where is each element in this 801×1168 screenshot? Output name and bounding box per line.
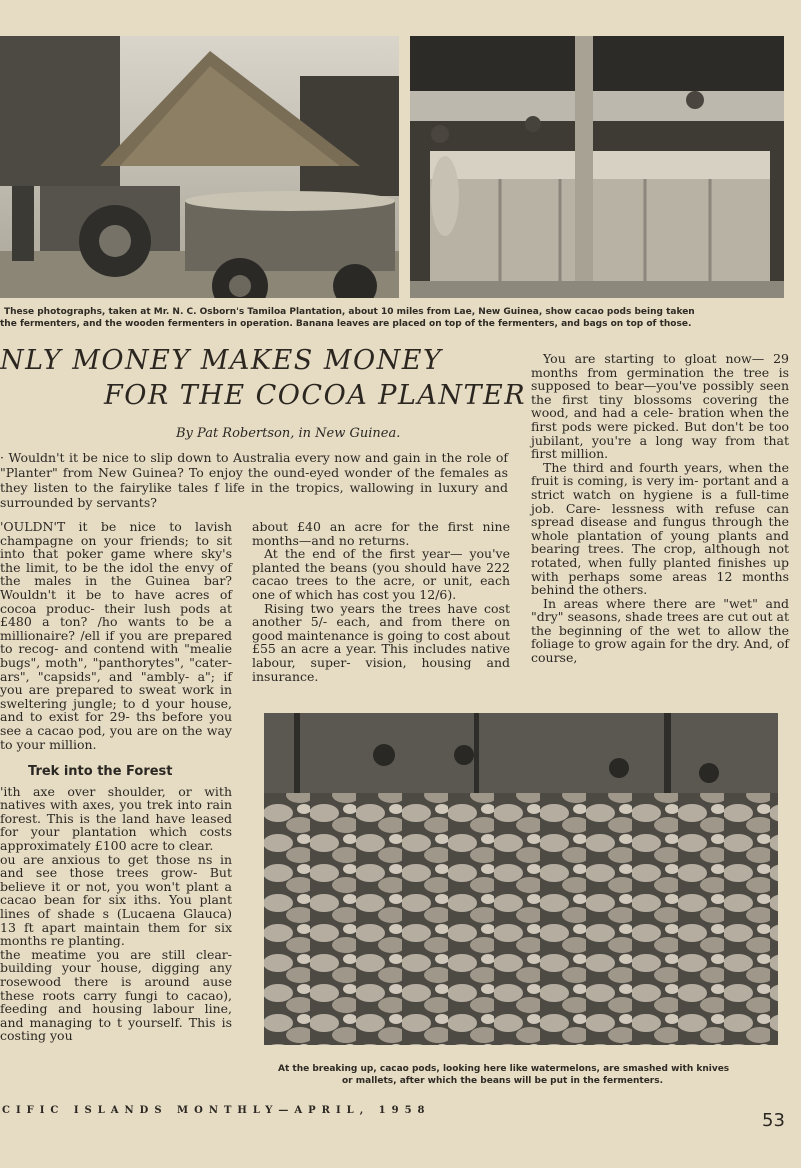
col3-paragraph-1: You are starting to gloat now— 29 months from germination the tree is supposed to bear—you've possibly seen the first tiny blossoms covering the wood, and had a cele- bration when the first pods were picked. But don't be too jubilant, you're a long way from that first million. [531,351,789,462]
col2-paragraph-3: Rising two years the trees have cost another 5/- each, and from there on good maintenance is going to cost about £55 an acre a year. This includes native labour, super- vision, housing and insurance. [252,600,510,684]
top-caption-line-1: These photographs, taken at Mr. N. C. Osborn's Tamiloa Plantation, about 10 miles from Lae, New Guinea, show cacao pods being taken [4,307,695,317]
col1-paragraph-4: the meatime you are still clear- building your house, digging any rosewood there is around ause these roots carry fungi to cacao), feeding and housing labour line, and managing to t yourself. This is costing you [0,946,232,1044]
col1-paragraph-3: ou are anxious to get those ns in and see those trees grow- But believe it or not, you won't plant a cacao bean for six iths. You plant lines of shade s (Lucaena Glauca) 13 ft apart maintain them for six months re planting. [0,851,232,949]
col1-paragraph-2: 'ith axe over shoulder, or with natives with axes, you trek into rain forest. This is the land have leased for your plantation which costs approximately £100 acre to clear. [0,783,232,854]
bottom-caption-line-1: At the breaking up, cacao pods, looking here like watermelons, are smashed with knives [278,1064,730,1074]
subhead-trek-into-the-forest: Trek into the Forest [28,764,173,780]
fermenters-photo [410,36,784,298]
cacao-pods-photo [264,713,778,1045]
col3-paragraph-3: In areas where there are "wet" and "dry" seasons, shade trees are cut out at the beginning of the wet to allow the foliage to grow again for the dry. And, of course, [531,595,789,666]
tractor-trailer-photo [0,36,399,298]
bottom-caption-line-2: or mallets, after which the beans will be put in the fermenters. [342,1076,664,1086]
headline-line-1: NLY MONEY MAKES MONEY [0,345,443,376]
page-number: 53 [762,1110,785,1131]
col2-paragraph-1: about £40 an acre for the first nine months—and no returns. [252,519,510,548]
column-3 [531,352,789,665]
column-2 [252,520,510,683]
column-1 [0,520,232,1043]
headline-line-2: FOR THE COCOA PLANTER [104,380,527,411]
byline: By Pat Robertson, in New Guinea. [176,426,401,441]
col3-paragraph-2: The third and fourth years, when the fruit is coming, is very im- portant and a strict watch on hygiene is a full-time job. Care- lessness with refuse can spread disease and fungus through the whole plantation of young plants and bearing trees. The crop, although not rotated, when fully planted finishes up with perhaps some areas 12 months behind the others. [531,459,789,598]
footer-masthead: CIFIC ISLANDS MONTHLY—APRIL, 1958 [2,1105,431,1116]
intro-paragraph: · Wouldn't it be nice to slip down to Australia every now and gain in the role of "Planter" from New Guinea? To enjoy the ound-eyed wonder of the females as they listen to the fairylike tales f life in the tropics, wallowing in luxury and surrounded by servants? [0,450,508,510]
col2-paragraph-2: At the end of the first year— you've planted the beans (you should have 222 cacao trees to the acre, or unit, each one of which has cost you 12/6). [252,546,510,602]
top-caption-line-2: the fermenters, and the wooden fermenters in operation. Banana leaves are placed on top of the fermenters, and bags on top of those. [0,319,692,329]
col1-paragraph-1: 'OULDN'T it be nice to lavish champagne on your friends; to sit into that poker game where sky's the limit, to be the idol the envy of the males in the Guinea bar? Wouldn't it be to have acres of cocoa produc- their lush pods at £480 a ton? /ho wants to be a millionaire? /ell if you are prepared to recog- and contend with "mealie bugs", moth", "panthorytes", "cater- ars", "capsids", and "ambly- a"; if you are prepared to sweat work in sweltering jungle; to d your house, and to exist for 29- ths before you see a cacao pod, you are on the way to your million. [0,519,232,752]
